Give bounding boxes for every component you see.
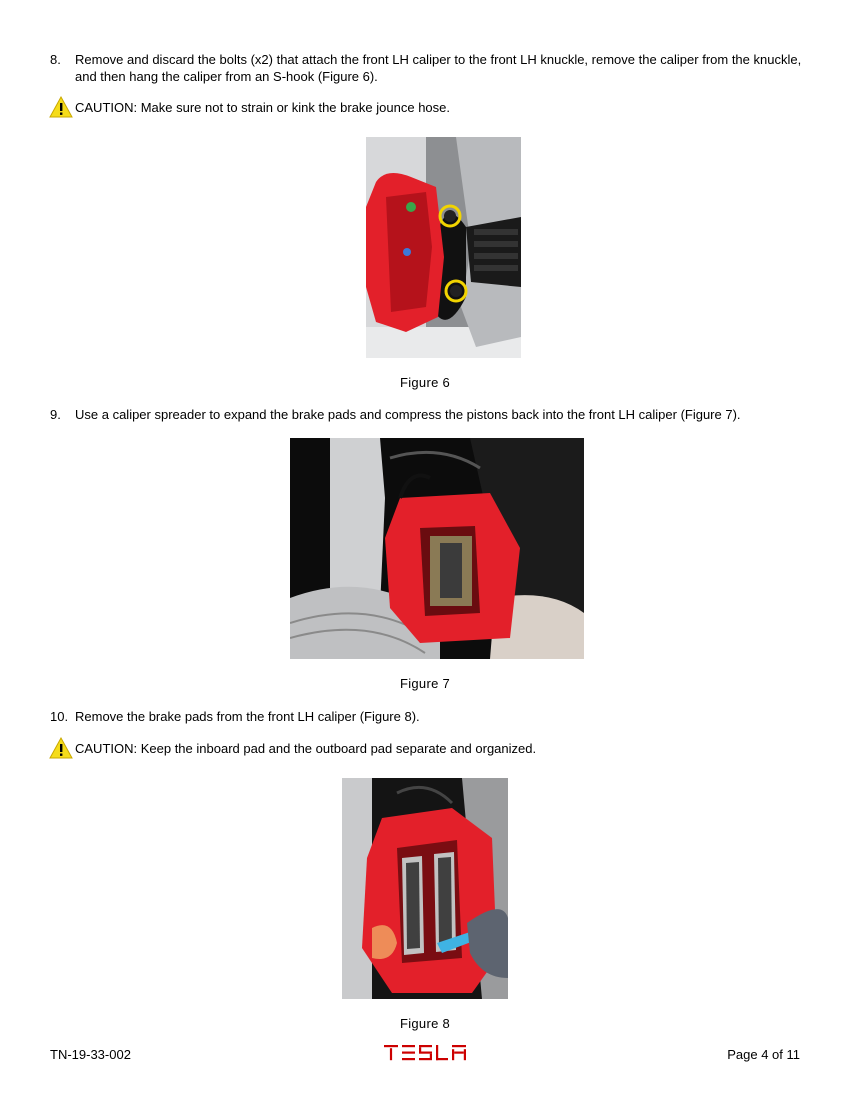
figure-caption: Figure 8: [399, 1016, 451, 1031]
step-text: Remove the brake pads from the front LH caliper (Figure 8).: [75, 709, 420, 724]
caution-note: [49, 737, 609, 759]
figure-6-image: [366, 137, 521, 358]
figure-8-image: [342, 778, 508, 999]
caution-note: [49, 96, 549, 118]
step-number: 10.: [50, 709, 69, 724]
step-8: [50, 51, 810, 85]
step-number: 8.: [50, 52, 61, 67]
warning-icon: [49, 96, 73, 118]
step-9: [50, 406, 810, 423]
caution-text: CAUTION: Keep the inboard pad and the outboard pad separate and organized.: [75, 741, 537, 756]
figure-caption: Figure 7: [399, 676, 451, 691]
step-text: Use a caliper spreader to expand the brake pads and compress the pistons back into the front LH caliper (Figure 7).: [75, 407, 741, 422]
page-number: Page 4 of 11: [727, 1047, 800, 1062]
caution-text: CAUTION: Make sure not to strain or kink the brake jounce hose.: [75, 100, 451, 115]
document-id: TN-19-33-002: [50, 1047, 131, 1062]
step-10: [50, 708, 810, 725]
figure-7-image: [290, 438, 584, 659]
warning-icon: [49, 737, 73, 759]
tesla-logo: [384, 1045, 466, 1064]
step-text: Remove and discard the bolts (x2) that attach the front LH caliper to the front LH knuckle, remove the caliper from the knuckle, and then hang the caliper from an S-hook (Figure 6).: [75, 52, 802, 84]
figure-caption: Figure 6: [399, 375, 451, 390]
step-number: 9.: [50, 407, 61, 422]
